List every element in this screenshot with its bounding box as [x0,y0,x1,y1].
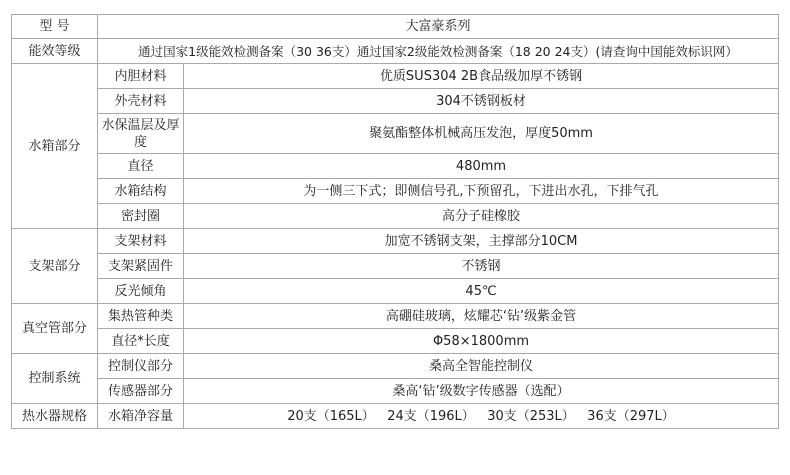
item-value: 高分子硅橡胶 [184,204,779,229]
item-value: 45℃ [184,279,779,304]
item-value: 不锈钢 [184,254,779,279]
header-row [12,15,779,39]
table-row [12,229,779,254]
item-label: 内胆材料 [98,64,184,89]
item-value: Φ58×1800mm [184,329,779,354]
table-row [12,204,779,229]
item-label: 集热管种类 [98,304,184,329]
item-label: 反光倾角 [98,279,184,304]
spec-table [11,14,779,429]
table-row [12,329,779,354]
category-water-tank: 水箱部分 [12,64,98,229]
table-row [12,279,779,304]
table-row [12,404,779,429]
table-row [12,89,779,114]
item-value: 为一侧三下式；即侧信号孔,下预留孔，下进出水孔，下排气孔 [184,179,779,204]
item-label: 直径*长度 [98,329,184,354]
item-value: 聚氨酯整体机械高压发泡，厚度50mm [184,114,779,154]
table-row [12,254,779,279]
item-label: 支架紧固件 [98,254,184,279]
category-vacuum-tube: 真空管部分 [12,304,98,354]
item-label: 密封圈 [98,204,184,229]
category-control-system: 控制系统 [12,354,98,404]
table-row [12,304,779,329]
table-row [12,64,779,89]
item-label: 支架材料 [98,229,184,254]
table-row [12,379,779,404]
energy-label: 能效等级 [12,39,98,64]
item-label: 水箱结构 [98,179,184,204]
table-row [12,179,779,204]
item-label: 传感器部分 [98,379,184,404]
table-row [12,354,779,379]
series-name: 大富豪系列 [98,15,779,39]
category-spec: 热水器规格 [12,404,98,429]
item-value: 304不锈钢板材 [184,89,779,114]
item-label: 控制仪部分 [98,354,184,379]
item-label: 水保温层及厚度 [98,114,184,154]
item-label: 直径 [98,154,184,179]
item-value: 桑高全智能控制仪 [184,354,779,379]
model-label: 型 号 [12,15,98,39]
energy-value: 通过国家1级能效检测备案（30 36支）通过国家2级能效检测备案（18 20 24支）(请查询中国能效标识网） [98,39,779,64]
table-row [12,39,779,64]
category-bracket: 支架部分 [12,229,98,304]
table-row [12,114,779,154]
item-label: 水箱净容量 [98,404,184,429]
item-value: 桑高‘钻’级数字传感器（选配） [184,379,779,404]
item-value: 480mm [184,154,779,179]
item-value: 高硼硅玻璃，炫耀芯‘钻’级紫金管 [184,304,779,329]
table-row [12,154,779,179]
item-value: 加宽不锈钢支架，主撑部分10CM [184,229,779,254]
item-value: 20支（165L） 24支（196L） 30支（253L） 36支（297L） [184,404,779,429]
item-value: 优质SUS304 2B食品级加厚不锈钢 [184,64,779,89]
item-label: 外壳材料 [98,89,184,114]
